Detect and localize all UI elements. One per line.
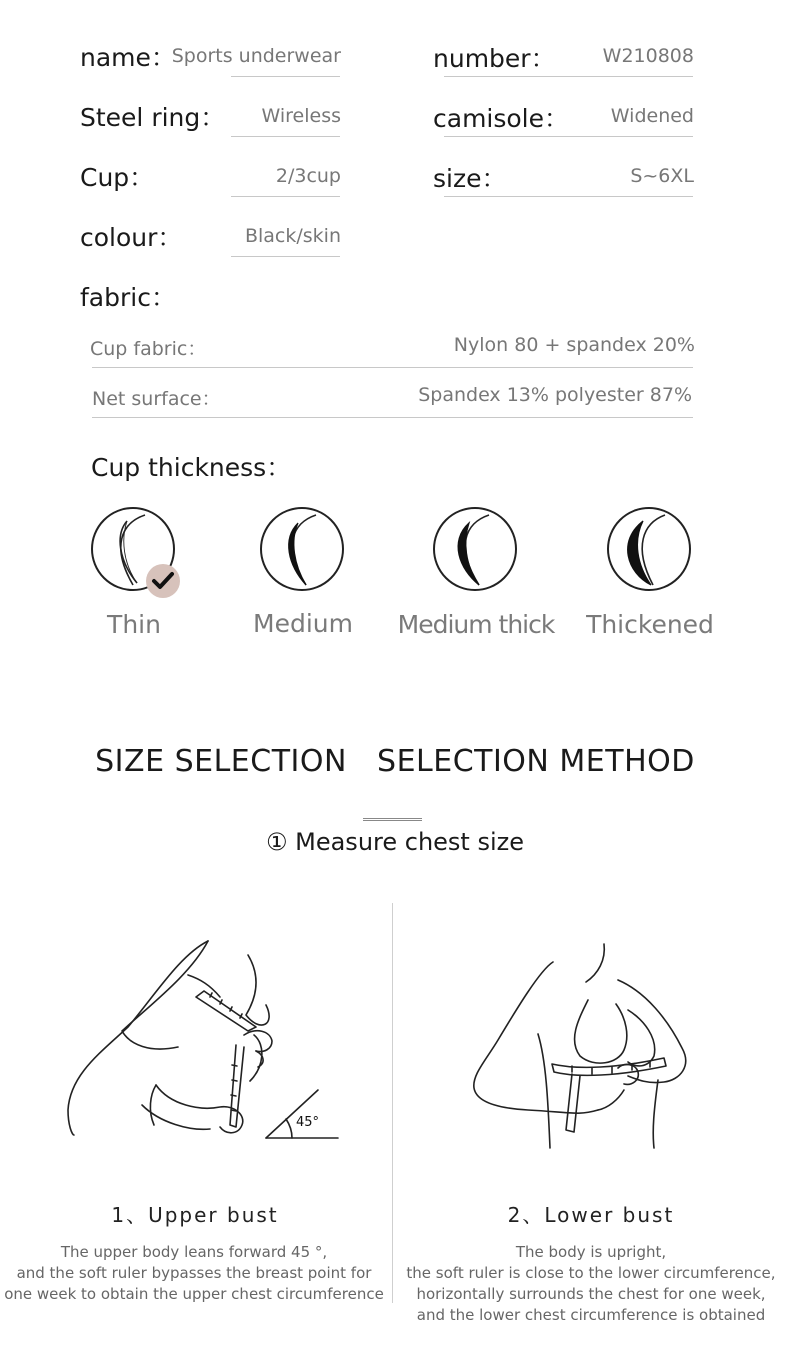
size-value: S~6XL xyxy=(630,165,694,187)
fabric-row-value: Spandex 13% polyester 87% xyxy=(418,384,692,406)
medium-cup-icon xyxy=(260,507,344,591)
steel-ring-value: Wireless xyxy=(261,105,341,127)
angle-label: 45° xyxy=(296,1115,320,1130)
fabric-row-label: Cup fabric： xyxy=(90,338,207,360)
divider xyxy=(92,417,693,418)
lower-bust-illustration xyxy=(468,940,698,1150)
number-value: W210808 xyxy=(602,45,694,67)
upper-bust-title: 1、Upper bust xyxy=(111,1203,279,1227)
divider xyxy=(444,76,693,77)
thin-label: Thin xyxy=(107,610,161,639)
divider xyxy=(92,367,693,368)
size-selection-heading: SIZE SELECTION SELECTION METHOD xyxy=(95,744,695,779)
medium-thick-cup-icon xyxy=(433,507,517,591)
lower-bust-title: 2、Lower bust xyxy=(507,1203,675,1227)
thickness-option-medium[interactable] xyxy=(260,507,344,591)
colour-value: Black/skin xyxy=(244,225,341,247)
fabric-row-label: Net surface： xyxy=(92,388,221,410)
name-label: name： xyxy=(80,43,176,72)
name-value: Sports underwear xyxy=(171,45,341,67)
description-line: and the soft ruler bypasses the breast point for xyxy=(16,1264,372,1282)
description-line: horizontally surrounds the chest for one week, xyxy=(416,1285,766,1303)
camisole-value: Widened xyxy=(610,105,694,127)
thickness-option-medium-thick[interactable] xyxy=(433,507,517,591)
cup-thickness-title: Cup thickness： xyxy=(91,453,292,482)
thickened-cup-icon xyxy=(607,507,691,591)
thickness-option-thickened[interactable] xyxy=(607,507,691,591)
cup-value: 2/3cup xyxy=(275,165,341,187)
medium-thick-label: Medium thick xyxy=(397,610,555,639)
description-line: the soft ruler is close to the lower circumference, xyxy=(406,1264,776,1282)
description-line: one week to obtain the upper chest circumference xyxy=(4,1285,384,1303)
measure-step-title: ① Measure chest size xyxy=(265,828,525,856)
size-label: size： xyxy=(433,164,507,193)
divider xyxy=(231,256,340,257)
medium-label: Medium xyxy=(253,609,353,638)
divider xyxy=(444,136,693,137)
colour-label: colour： xyxy=(80,223,183,252)
description-line: and the lower chest circumference is obtained xyxy=(416,1306,766,1324)
divider xyxy=(231,136,340,137)
divider xyxy=(231,76,340,77)
check-icon xyxy=(146,564,180,598)
heading-divider xyxy=(363,818,422,821)
camisole-label: camisole： xyxy=(433,104,570,133)
description-line: The body is upright, xyxy=(515,1243,667,1261)
fabric-title: fabric： xyxy=(80,283,176,312)
number-label: number： xyxy=(433,44,556,73)
column-divider xyxy=(392,903,393,1303)
divider xyxy=(444,196,693,197)
fabric-row-value: Nylon 80 + spandex 20% xyxy=(453,334,695,356)
lower-bust-description xyxy=(396,1242,786,1326)
thickened-label: Thickened xyxy=(586,610,714,639)
upper-bust-description xyxy=(0,1242,388,1305)
divider xyxy=(231,196,340,197)
steel-ring-label: Steel ring： xyxy=(80,103,226,132)
description-line: The upper body leans forward 45 °, xyxy=(60,1243,328,1261)
upper-bust-illustration xyxy=(60,935,350,1145)
cup-label: Cup： xyxy=(80,163,155,192)
